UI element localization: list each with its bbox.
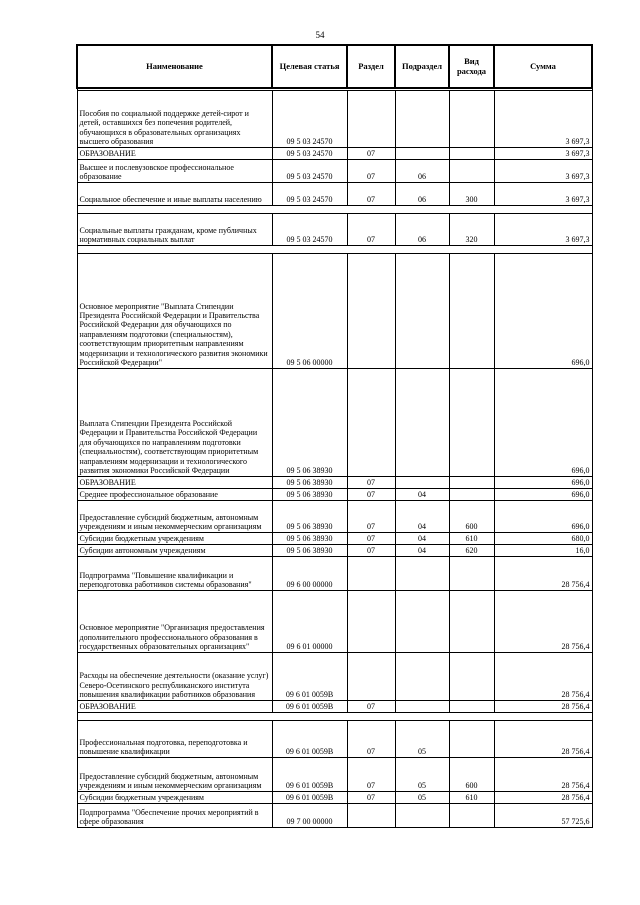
cell-section: 07	[347, 500, 395, 532]
cell-subsection: 05	[395, 757, 449, 791]
cell-expense-type	[449, 652, 494, 700]
cell-name: Подпрограмма "Обеспечение прочих мероприятий в сфере образования	[77, 803, 272, 827]
cell-section: 07	[347, 700, 395, 712]
cell-sum: 28 756,4	[494, 652, 592, 700]
table-row	[77, 700, 592, 712]
cell-target: 09 5 03 24570	[272, 159, 347, 182]
cell-subsection	[395, 90, 449, 147]
cell-expense-type: 620	[449, 544, 494, 556]
cell-subsection: 04	[395, 500, 449, 532]
table-row	[77, 500, 592, 532]
budget-table	[76, 44, 593, 828]
table-row	[77, 476, 592, 488]
header-subsection: Подраздел	[395, 45, 449, 88]
cell-section	[347, 90, 395, 147]
table-row	[77, 159, 592, 182]
cell-expense-type	[449, 556, 494, 590]
cell-sum: 3 697,3	[494, 159, 592, 182]
cell-sum: 680,0	[494, 532, 592, 544]
cell-name: Социальные выплаты гражданам, кроме публичных нормативных социальных выплат	[77, 213, 272, 245]
cell-target: 09 7 00 00000	[272, 803, 347, 827]
cell-sum: 28 756,4	[494, 720, 592, 757]
cell-target: 09 5 06 38930	[272, 368, 347, 476]
cell-name: Предоставление субсидий бюджетным, автономным учреждениям и иным некоммерческим организациям	[77, 500, 272, 532]
cell-name: ОБРАЗОВАНИЕ	[77, 700, 272, 712]
cell-name: Профессиональная подготовка, переподготовка и повышение квалификации	[77, 720, 272, 757]
cell-sum: 696,0	[494, 488, 592, 500]
cell-name: ОБРАЗОВАНИЕ	[77, 476, 272, 488]
cell-section: 07	[347, 791, 395, 803]
cell-sum: 28 756,4	[494, 757, 592, 791]
cell-expense-type	[449, 147, 494, 159]
cell-sum: 696,0	[494, 500, 592, 532]
cell-expense-type	[449, 488, 494, 500]
cell-expense-type	[449, 159, 494, 182]
cell-subsection	[395, 700, 449, 712]
cell-subsection: 04	[395, 544, 449, 556]
cell-expense-type: 600	[449, 500, 494, 532]
cell-expense-type: 300	[449, 182, 494, 205]
cell-target: 09 5 06 38930	[272, 532, 347, 544]
page-number: 54	[315, 30, 325, 40]
cell-target: 09 5 06 38930	[272, 476, 347, 488]
cell-expense-type: 320	[449, 213, 494, 245]
cell-section: 07	[347, 182, 395, 205]
cell-subsection: 05	[395, 720, 449, 757]
cell-expense-type	[449, 700, 494, 712]
cell-target: 09 6 01 0059В	[272, 757, 347, 791]
table-row	[77, 368, 592, 476]
cell-subsection	[395, 147, 449, 159]
cell-name: Пособия по социальной поддержке детей-сирот и детей, оставшихся без попечения родителей, обучающихся в образовательных организациях высшего образования	[77, 90, 272, 147]
cell-subsection: 04	[395, 532, 449, 544]
cell-name: Субсидии бюджетным учреждениям	[77, 532, 272, 544]
cell-expense-type: 610	[449, 532, 494, 544]
cell-name: Подпрограмма "Повышение квалификации и переподготовка работников системы образования"	[77, 556, 272, 590]
cell-sum: 696,0	[494, 368, 592, 476]
cell-target: 09 5 06 38930	[272, 500, 347, 532]
cell-name: ОБРАЗОВАНИЕ	[77, 147, 272, 159]
header-sum: Сумма	[494, 45, 592, 88]
cell-target: 09 5 06 00000	[272, 253, 347, 368]
cell-section: 07	[347, 532, 395, 544]
cell-section	[347, 590, 395, 652]
cell-expense-type	[449, 590, 494, 652]
cell-section	[347, 368, 395, 476]
cell-section: 07	[347, 159, 395, 182]
cell-expense-type: 600	[449, 757, 494, 791]
table-row	[77, 213, 592, 245]
cell-target: 09 5 03 24570	[272, 90, 347, 147]
cell-subsection: 04	[395, 488, 449, 500]
cell-target: 09 6 01 0059В	[272, 700, 347, 712]
cell-expense-type	[449, 90, 494, 147]
cell-name: Основное мероприятие "Выплата Стипендии Президента Российской Федерации и Правительства Российской Федерации для обучающихся по направлениям подготовки (специальностям), соответствующим приоритетным направлениям модернизации и технологического развития экономики Российской Федерации"	[77, 253, 272, 368]
cell-expense-type	[449, 368, 494, 476]
cell-sum: 57 725,6	[494, 803, 592, 827]
header-name: Наименование	[77, 45, 272, 88]
header-expense-type: Вид расхода	[449, 45, 494, 88]
spacer-row	[77, 245, 592, 253]
cell-target: 09 6 01 0059В	[272, 652, 347, 700]
cell-name: Субсидии бюджетным учреждениям	[77, 791, 272, 803]
spacer-row	[77, 712, 592, 720]
cell-section: 07	[347, 720, 395, 757]
cell-subsection	[395, 652, 449, 700]
cell-subsection	[395, 803, 449, 827]
cell-target: 09 6 01 0059В	[272, 720, 347, 757]
cell-sum: 16,0	[494, 544, 592, 556]
cell-target: 09 5 06 38930	[272, 544, 347, 556]
cell-expense-type: 610	[449, 791, 494, 803]
table-row	[77, 544, 592, 556]
cell-name: Субсидии автономным учреждениям	[77, 544, 272, 556]
cell-section	[347, 556, 395, 590]
cell-subsection	[395, 476, 449, 488]
cell-name: Основное мероприятие "Организация предоставления дополнительного профессионального образования в государственных образовательных организациях"	[77, 590, 272, 652]
table-header-row	[77, 45, 592, 88]
header-section: Раздел	[347, 45, 395, 88]
cell-target: 09 5 03 24570	[272, 182, 347, 205]
table-row	[77, 532, 592, 544]
table-row	[77, 147, 592, 159]
table-row	[77, 590, 592, 652]
cell-section	[347, 253, 395, 368]
cell-sum: 696,0	[494, 476, 592, 488]
cell-name: Высшее и послевузовское профессиональное образование	[77, 159, 272, 182]
cell-section: 07	[347, 488, 395, 500]
cell-subsection: 06	[395, 213, 449, 245]
cell-target: 09 6 01 0059В	[272, 791, 347, 803]
cell-sum: 3 697,3	[494, 90, 592, 147]
table-row	[77, 720, 592, 757]
cell-target: 09 5 03 24570	[272, 213, 347, 245]
cell-subsection: 06	[395, 159, 449, 182]
spacer-row	[77, 205, 592, 213]
cell-sum: 28 756,4	[494, 556, 592, 590]
cell-subsection: 05	[395, 791, 449, 803]
cell-subsection	[395, 253, 449, 368]
cell-target: 09 5 06 38930	[272, 488, 347, 500]
cell-subsection	[395, 368, 449, 476]
cell-name: Среднее профессиональное образование	[77, 488, 272, 500]
cell-sum: 3 697,3	[494, 182, 592, 205]
cell-section: 07	[347, 544, 395, 556]
cell-sum: 3 697,3	[494, 213, 592, 245]
table-body	[77, 88, 592, 827]
table-row	[77, 791, 592, 803]
cell-subsection	[395, 556, 449, 590]
cell-target: 09 5 03 24570	[272, 147, 347, 159]
header-target: Целевая статья	[272, 45, 347, 88]
table-row	[77, 757, 592, 791]
table-row	[77, 652, 592, 700]
cell-target: 09 6 01 00000	[272, 590, 347, 652]
cell-section: 07	[347, 476, 395, 488]
cell-subsection: 06	[395, 182, 449, 205]
cell-expense-type	[449, 720, 494, 757]
cell-section: 07	[347, 757, 395, 791]
cell-name: Социальное обеспечение и иные выплаты населению	[77, 182, 272, 205]
cell-sum: 3 697,3	[494, 147, 592, 159]
cell-expense-type	[449, 253, 494, 368]
cell-target: 09 6 00 00000	[272, 556, 347, 590]
table-row	[77, 182, 592, 205]
cell-name: Предоставление субсидий бюджетным, автономным учреждениям и иным некоммерческим организациям	[77, 757, 272, 791]
cell-sum: 28 756,4	[494, 700, 592, 712]
cell-sum: 28 756,4	[494, 791, 592, 803]
cell-section	[347, 652, 395, 700]
cell-expense-type	[449, 476, 494, 488]
cell-expense-type	[449, 803, 494, 827]
table-row	[77, 90, 592, 147]
table-row	[77, 488, 592, 500]
table-row	[77, 253, 592, 368]
table-row	[77, 556, 592, 590]
cell-section	[347, 803, 395, 827]
cell-subsection	[395, 590, 449, 652]
cell-sum: 28 756,4	[494, 590, 592, 652]
cell-section: 07	[347, 147, 395, 159]
table-row	[77, 803, 592, 827]
cell-section: 07	[347, 213, 395, 245]
cell-sum: 696,0	[494, 253, 592, 368]
cell-name: Выплата Стипендии Президента Российской Федерации и Правительства Российской Федерации для обучающихся по направлениям подготовки (специальностям), соответствующим приоритетным направлениям модернизации и технологического развития экономики Российской Федерации	[77, 368, 272, 476]
cell-name: Расходы на обеспечение деятельности (оказание услуг) Северо-Осетинского республиканского института повышения квалификации работников образования	[77, 652, 272, 700]
